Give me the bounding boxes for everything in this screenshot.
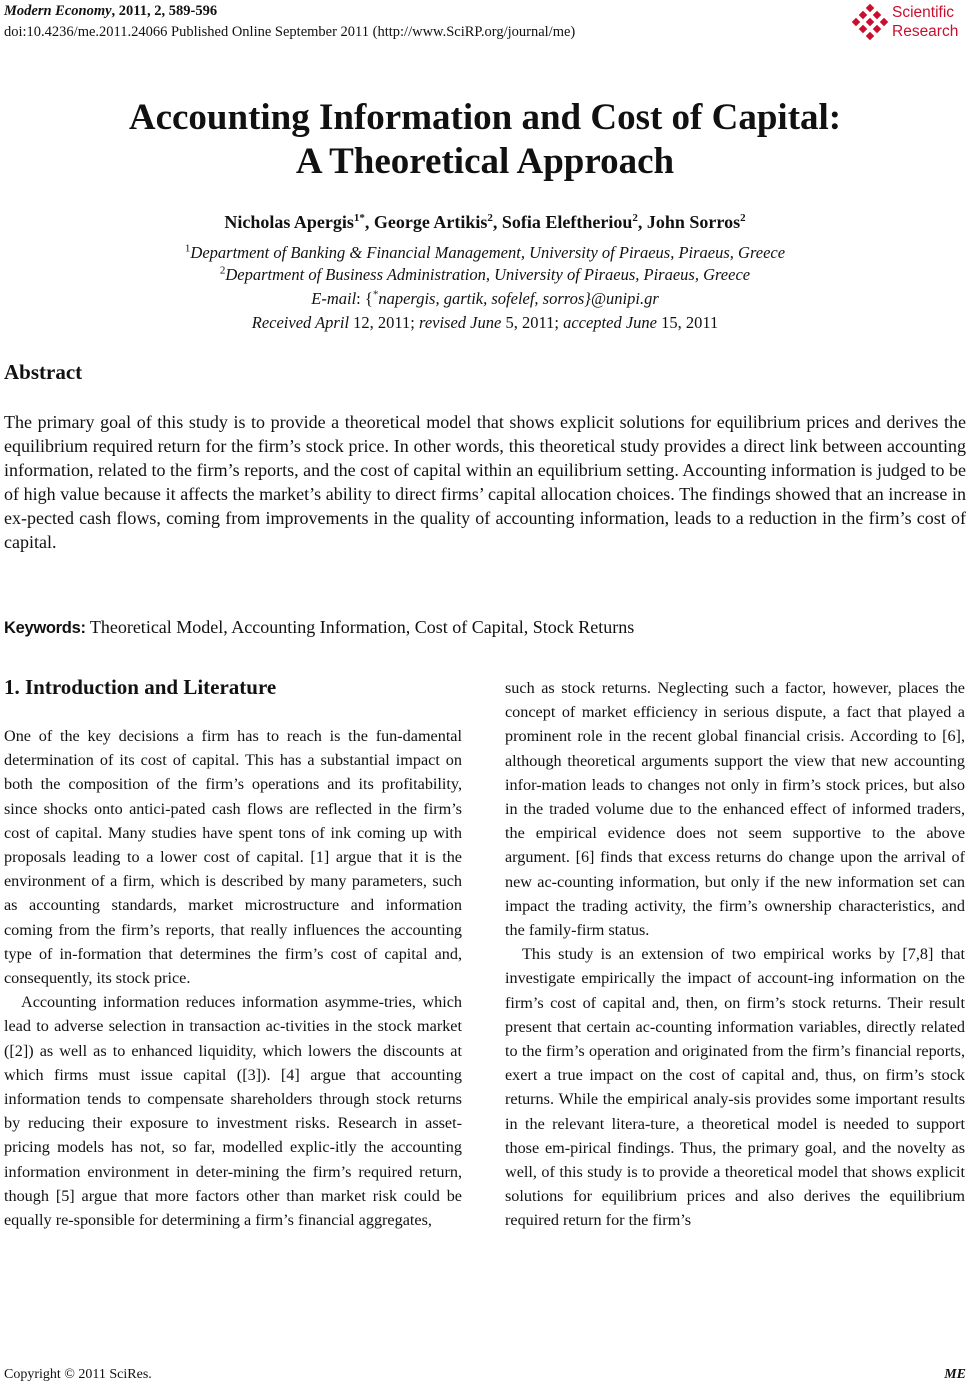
abstract-heading: Abstract: [4, 360, 83, 384]
keywords: [4, 615, 634, 640]
logo-line-1: Scientific: [892, 4, 955, 21]
keywords-text: Theoretical Model, Accounting Information, Cost of Capital, Stock Returns: [89, 617, 635, 637]
received-date: 12, 2011;: [349, 313, 420, 332]
doi-line: doi:10.4236/me.2011.24066 Published Online September 2011 (http://www.SciRP.org/journal/me): [4, 24, 576, 40]
publisher-logo-icon: [850, 3, 890, 43]
section-heading: 1. Introduction and Literature: [4, 675, 277, 699]
received-label: Received April: [251, 313, 350, 332]
author-affiliation-mark: 2: [740, 212, 746, 224]
author-name: Nicholas Apergis: [224, 212, 354, 232]
publisher-logo: [850, 3, 970, 45]
paper-title-line-2: A Theoretical Approach: [295, 141, 675, 182]
email-line: [0, 288, 970, 310]
affiliation-text: Department of Banking & Financial Management, University of Piraeus, Piraeus, Greece: [190, 243, 786, 262]
affiliation-mark: 2: [219, 264, 226, 277]
publisher-logo-text: [892, 3, 958, 41]
copyright-footer: Copyright © 2011 SciRes.: [4, 1367, 152, 1382]
affiliation-2: [0, 264, 970, 286]
author-affiliation-mark: 2: [487, 212, 493, 224]
keywords-label: Keywords:: [4, 619, 86, 637]
author-list: Nicholas Apergis$^{1*}$, George Artikis$^2$, Sofia Eleftheriou$^2$, John Sorros$^2$: [224, 212, 746, 232]
received-dates: [0, 312, 970, 334]
email-separator: : {: [356, 289, 373, 308]
logo-line-2: Research: [892, 23, 959, 40]
journal-name: Modern Economy: [4, 3, 112, 19]
body-paragraph: Accounting information reduces information asymme-tries, which lead to adverse selection in transaction ac-tivities in the stock market ([2]) as well as to enhanced liquidity, which lowers the discounts at which firms must issue capital ([3]). [4] argue that accounting information tends to compensate shareholders through stock returns by reducing their exposure to investment risks. Research in asset-pricing models has not, so far, modelled explic-itly the accounting information environment in deter-mining the firm’s required return, though [5] argue that more factors other than market risk could be equally re-sponsible for determining a firm’s financial aggregates,: [4, 993, 462, 1230]
affiliation-text: Department of Business Administration, University of Piraeus, Piraeus, Greece: [225, 265, 751, 284]
author-name: Sofia Eleftheriou: [501, 212, 633, 232]
abstract-text: The primary goal of this study is to provide a theoretical model that shows explicit solutions for equilibrium prices and derives the equilibrium required return for the firm’s stock price. In other words, this theoretical study provides a direct link between accounting information, related to the firm’s reports, and the cost of capital within an equilibrium setting. Accounting information is judged to be of high value because it affects the market’s ability to direct firms’ capital allocation choices. The findings showed that an increase in ex-pected cash flows, coming from improvements in the quality of accounting information, leads to a reduction in the firm’s cost of capital.: [4, 412, 966, 553]
author-name: John Sorros: [646, 212, 741, 232]
email-addresses: napergis, gartik, sofelef, sorros}@unipi.gr: [378, 289, 659, 308]
author-name: George Artikis: [373, 212, 488, 232]
right-column: [505, 676, 965, 1233]
left-column: [4, 724, 462, 1232]
accepted-date: 15, 2011: [656, 313, 719, 332]
corresponding-mark: *: [372, 288, 379, 301]
revised-label: revised June: [419, 313, 502, 332]
affiliation-1: [0, 242, 970, 264]
body-paragraph: such as stock returns. Neglecting such a factor, however, places the concept of market efficiency in serious dispute, a fact that played a prominent role in the recent global financial crisis. According to [6], although theoretical arguments support the view that new accounting infor-mation leads to changes not only in firm’s stock prices, but also in the traded volume due to the enhanced effect of informed traders, the empirical evidence does not seem supportive to the above argument. [6] finds that excess returns do change upon the arrival of new ac-counting information, but only if the new information set can impact the trading activity, the firm’s ownership characteristics, and the family-firm status.: [505, 679, 965, 940]
paper-title-line-1: Accounting Information and Cost of Capital:: [128, 97, 842, 138]
author-affiliation-mark: 1*: [353, 212, 365, 224]
journal-volume-pages: , 2011, 2, 589-596: [111, 3, 218, 19]
email-label: E-mail: [311, 289, 357, 308]
journal-abbreviation: ME: [944, 1367, 966, 1382]
body-paragraph: This study is an extension of two empirical works by [7,8] that investigate empirically the impact of account-ing information on the firm’s cost of capital and, then, on firm’s stock returns. Their result present that certain ac-counting information variables, directly related to the firm’s operation and originated from the firm’s financial reports, exert a true impact on the cost of capital and, thus, on firm’s stock returns. While the empirical analy-sis provides some important results in the relevant litera-ture, a theoretical model is needed to support those em-pirical findings. Thus, the primary goal, and the novelty as well, of this study is to provide a theoretical model that shows explicit solutions for equilibrium prices and also derives the equilibrium required return for the firm’s: [505, 945, 965, 1230]
revised-date: 5, 2011;: [501, 313, 564, 332]
affiliation-mark: 1: [184, 242, 191, 255]
journal-citation: [4, 2, 217, 20]
accepted-label: accepted June: [563, 313, 657, 332]
body-paragraph: One of the key decisions a firm has to reach is the fun-damental determination of its cost of capital. This has a substantial impact on both the composition of the firm’s operations and its profitability, since shocks onto antici-pated cash flows are reflected in the firm’s cost of capital. Many studies have spent tons of ink coming up with proposals leading to a lower cost of capital. [1] argue that it is the environment of a firm, which is described by many parameters, such as accounting standards, market microstructure and information coming from the firm’s reports, that really influences the accounting type of in-formation that determines the firm’s cost of capital and, consequently, its stock price.: [4, 727, 462, 988]
author-affiliation-mark: 2: [632, 212, 638, 224]
